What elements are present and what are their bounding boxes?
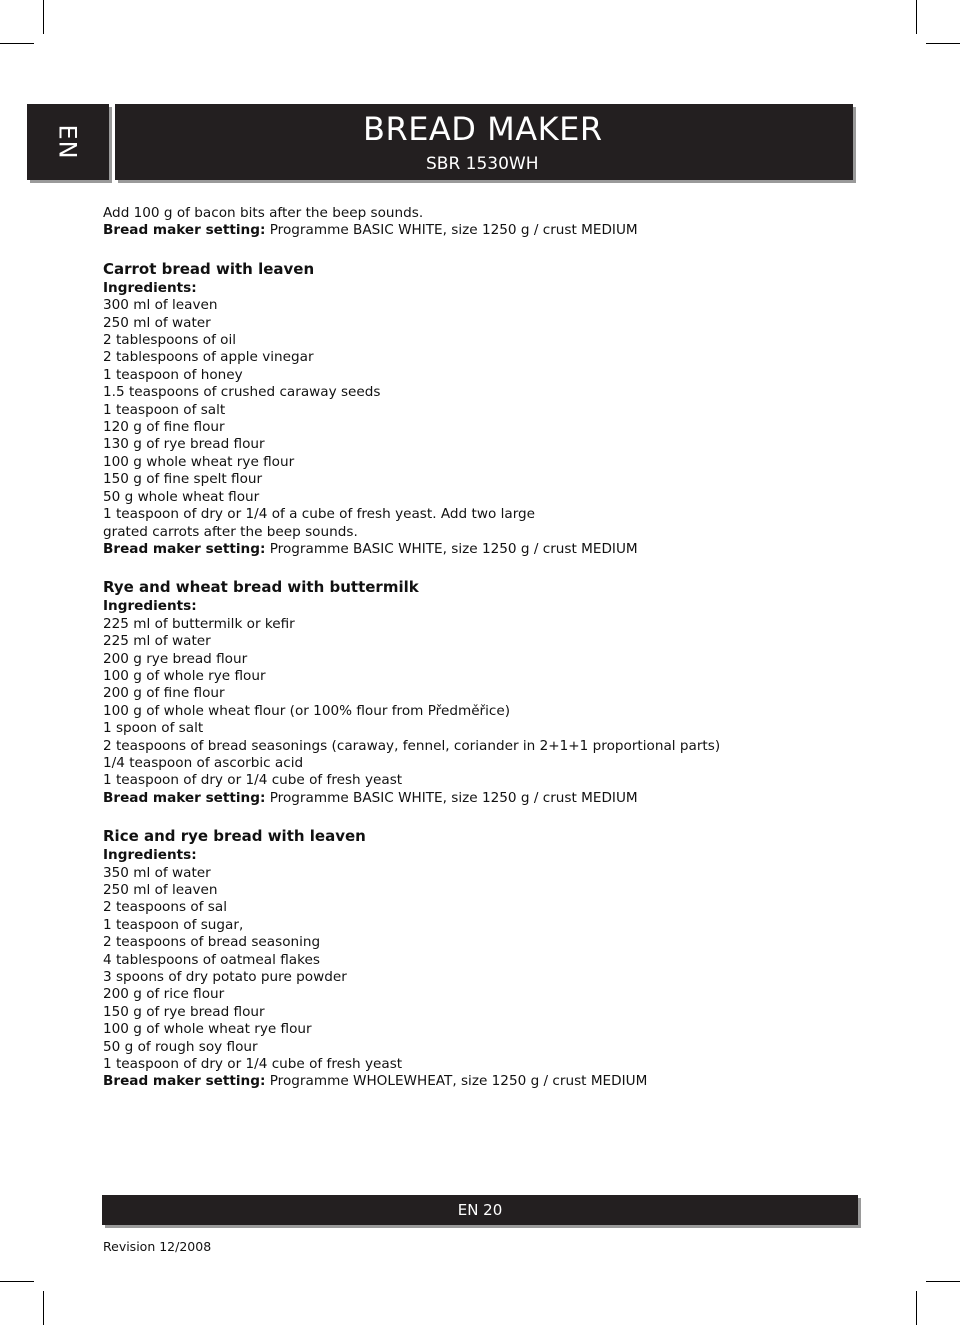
recipe-title: Rye and wheat bread with buttermilk <box>103 578 419 597</box>
setting-value: Programme WHOLEWHEAT, size 1250 g / crust MEDIUM <box>265 1073 648 1090</box>
crop-mark <box>43 0 44 34</box>
ingredient-item: 250 ml of water <box>103 314 211 331</box>
bread-maker-setting <box>103 541 903 558</box>
crop-mark <box>43 1291 44 1325</box>
ingredient-item: 2 tablespoons of oil <box>103 332 237 349</box>
ingredient-list <box>103 297 903 541</box>
ingredient-item: grated carrots after the beep sounds. <box>103 523 358 540</box>
ingredient-item: 2 teaspoons of bread seasoning <box>103 934 321 951</box>
ingredient-item: 150 g of fine spelt flour <box>103 471 263 488</box>
ingredient-item: 200 g rye bread flour <box>103 650 248 667</box>
ingredient-item: 200 g of rice flour <box>103 986 225 1003</box>
ingredient-item: 1 teaspoon of dry or 1/4 cube of fresh yeast <box>103 772 403 789</box>
ingredients-label: Ingredients: <box>103 847 197 864</box>
setting-value: Programme BASIC WHITE, size 1250 g / crust MEDIUM <box>265 222 638 239</box>
ingredient-item: 1 teaspoon of dry or 1/4 of a cube of fresh yeast. Add two large <box>103 506 536 523</box>
ingredient-list <box>103 616 903 790</box>
crop-mark <box>916 1291 917 1325</box>
recipe-rice-rye-bread <box>103 826 903 1091</box>
title-bar <box>115 104 853 180</box>
ingredient-item: 100 g whole wheat rye flour <box>103 453 295 470</box>
recipe-title: Carrot bread with leaven <box>103 259 315 278</box>
page-number: EN 20 <box>457 1201 503 1219</box>
ingredient-item: 100 g of whole rye flour <box>103 667 266 684</box>
ingredient-item: 1 spoon of salt <box>103 720 204 737</box>
crop-mark <box>916 0 917 34</box>
intro-text: Add 100 g of bacon bits after the beep sounds. <box>103 205 424 221</box>
intro-block <box>103 205 903 240</box>
ingredient-item: 150 g of rye bread flour <box>103 1003 265 1020</box>
crop-mark <box>926 1281 960 1282</box>
recipe-title: Rice and rye bread with leaven <box>103 827 366 846</box>
page-number-bar <box>102 1195 858 1225</box>
ingredient-list <box>103 865 903 1074</box>
bread-maker-setting <box>103 790 903 807</box>
language-tab <box>27 104 109 180</box>
setting-value: Programme BASIC WHITE, size 1250 g / crust MEDIUM <box>265 789 638 806</box>
ingredients-label: Ingredients: <box>103 598 197 615</box>
ingredient-item: 2 teaspoons of sal <box>103 899 227 916</box>
revision-note: Revision 12/2008 <box>103 1239 212 1254</box>
ingredient-item: 100 g of whole wheat rye flour <box>103 1021 312 1038</box>
ingredient-item: 2 tablespoons of apple vinegar <box>103 349 314 366</box>
ingredient-item: 225 ml of water <box>103 633 211 650</box>
ingredient-item: 130 g of rye bread flour <box>103 436 265 453</box>
ingredients-label: Ingredients: <box>103 279 197 296</box>
recipe-rye-wheat-buttermilk <box>103 577 903 807</box>
setting-value: Programme BASIC WHITE, size 1250 g / crust MEDIUM <box>265 540 638 557</box>
ingredient-item: 300 ml of leaven <box>103 297 218 314</box>
ingredient-item: 1 teaspoon of honey <box>103 366 243 383</box>
crop-mark <box>0 1281 34 1282</box>
ingredient-item: 350 ml of water <box>103 864 211 881</box>
ingredient-item: 1 teaspoon of salt <box>103 401 226 418</box>
ingredient-item: 2 teaspoons of bread seasonings (caraway, fennel, coriander in 2+1+1 proportional parts) <box>103 737 721 754</box>
ingredient-item: 120 g of fine flour <box>103 419 225 436</box>
ingredient-item: 250 ml of leaven <box>103 882 218 898</box>
ingredient-item: 200 g of fine flour <box>103 685 225 702</box>
ingredient-item: 100 g of whole wheat flour (or 100% flour from Předměřice) <box>103 702 511 719</box>
setting-label: Bread maker setting: <box>103 222 266 239</box>
recipe-carrot-bread <box>103 259 903 559</box>
ingredient-item: 3 spoons of dry potato pure powder <box>103 969 347 986</box>
page-title: BREAD MAKER <box>363 110 603 148</box>
ingredient-item: 50 g of rough soy flour <box>103 1038 258 1055</box>
ingredient-item: 50 g whole wheat flour <box>103 488 260 505</box>
language-label: EN <box>54 124 82 160</box>
setting-label: Bread maker setting: <box>103 789 266 806</box>
setting-label: Bread maker setting: <box>103 540 266 557</box>
ingredient-item: 1 teaspoon of sugar, <box>103 916 244 933</box>
bread-maker-setting <box>103 222 903 239</box>
crop-mark <box>0 43 34 44</box>
bread-maker-setting <box>103 1073 903 1090</box>
crop-mark <box>926 43 960 44</box>
document-body <box>103 205 903 1091</box>
ingredient-item: 1/4 teaspoon of ascorbic acid <box>103 754 304 771</box>
ingredient-item: 1 teaspoon of dry or 1/4 cube of fresh yeast <box>103 1056 403 1073</box>
model-number: SBR 1530WH <box>426 154 539 174</box>
setting-label: Bread maker setting: <box>103 1073 266 1090</box>
ingredient-item: 1.5 teaspoons of crushed caraway seeds <box>103 384 381 401</box>
ingredient-item: 225 ml of buttermilk or kefir <box>103 615 295 632</box>
ingredient-item: 4 tablespoons of oatmeal flakes <box>103 951 320 968</box>
